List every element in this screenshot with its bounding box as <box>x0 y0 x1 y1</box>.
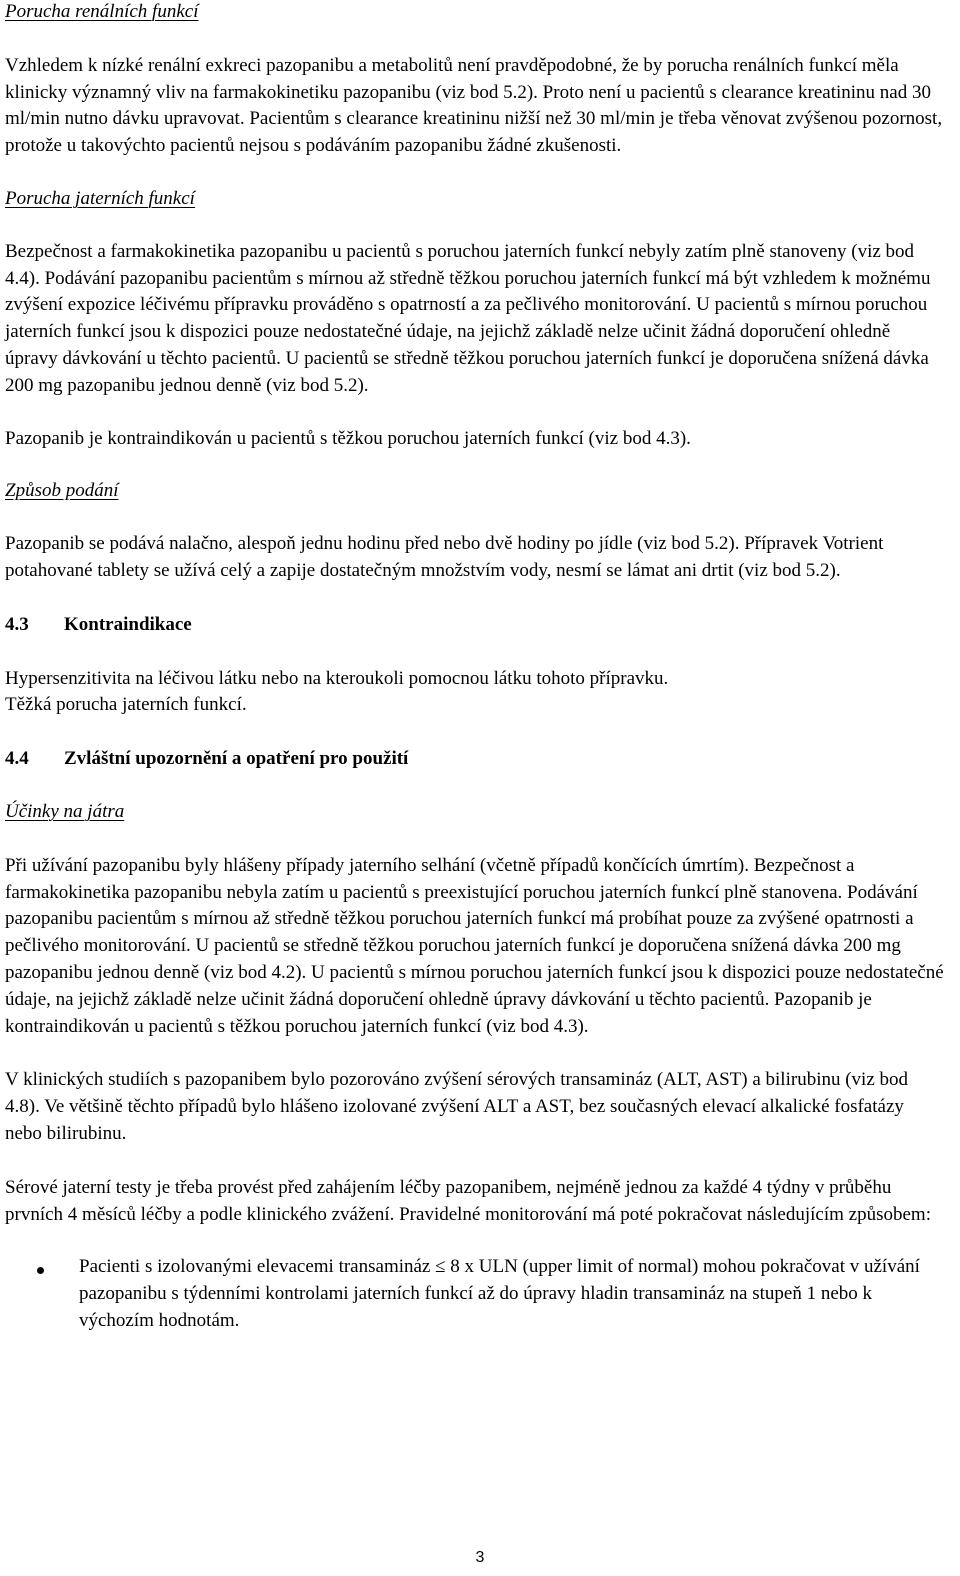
liver-paragraph-1: Při užívání pazopanibu byly hlášeny případy jaterního selhání (včetně případů končících úmrtím). Bezpečnost a farmakokinetika pazopanibu nebyla zatím u pacientů s preexistující poruchou jaterních funkcí plně stanovena. Podávání pazopanibu pacientům s mírnou až středně těžkou poruchou jaterních funkcí má probíhat pouze za zvýšené opatrnosti a pečlivého monitorování. U pacientů se středně těžkou poruchou jaterních funkcí je doporučena snížená dávka 200 mg pazopanibu jednou denně (viz bod 4.2). U pacientů s mírnou poruchou jaterních funkcí jsou k dispozici pouze nedostatečné údaje, na jejichž základě nelze učinit žádná doporučení ohledně úpravy dávkování u těchto pacientů. Pazopanib je kontraindikován u pacientů s těžkou poruchou jaterních funkcí (viz bod 4.3). <box>5 854 944 1037</box>
section-4-3-number: 4.3 <box>5 613 29 635</box>
section-4-3-heading <box>5 612 945 639</box>
liver-paragraph-2: V klinických studiích s pazopanibem bylo pozorováno zvýšení sérových transamináz (ALT, AST) a bilirubinu (viz bod 4.8). Ve většině těchto případů bylo hlášeno izolované zvýšení ALT a AST, bez současných elevací alkalické fosfatázy nebo bilirubinu. <box>5 1069 909 1144</box>
liver-paragraph-3: Sérové jaterní testy je třeba provést před zahájením léčby pazopanibem, nejméně jednou za každé 4 týdny v průběhu prvních 4 měsíců léčby a podle klinického zvážení. Pravidelné monitorování má poté pokračovat následujícím způsobem: <box>5 1176 931 1225</box>
renal-heading: Porucha renálních funkcí <box>5 1 199 22</box>
administration-paragraph: Pazopanib se podává nalačno, alespoň jednu hodinu před nebo dvě hodiny po jídle (viz bod 5.2). Přípravek Votrient potahované tablety se užívá celý a zapije dostatečným množstvím vody, nesmí se lámat ani drtit (viz bod 5.2). <box>5 533 884 581</box>
section-4-4-number: 4.4 <box>5 748 29 770</box>
renal-paragraph: Vzhledem k nízké renální exkreci pazopanibu a metabolitů není pravděpodobné, že by porucha renálních funkcí měla klinicky významný vliv na farmakokinetiku pazopanibu (viz bod 5.2). Proto není u pacientů s clearance kreatininu nad 30 ml/min nutno dávku upravovat. Pacientům s clearance kreatininu nižší než 30 ml/min je třeba věnovat zvýšenou pozornost, protože u takovýchto pacientů nejsou s podáváním pazopanibu žádné zkušenosti. <box>5 54 943 157</box>
contraindication-line-1: Hypersenzitivita na léčivou látku nebo na kteroukoli pomocnou látku tohoto přípravku. <box>5 667 669 689</box>
administration-heading: Způsob podání <box>5 480 119 502</box>
bullet-text: Pacienti s izolovanými elevacemi transamináz ≤ 8 x ULN (upper limit of normal) mohou pokračovat v užívání pazopanibu s týdenními kontrolami jaterních funkcí až do úpravy hladin transamináz na stupeň 1 nebo k výchozím hodnotám. <box>79 1256 920 1331</box>
section-4-4-title: Zvláštní upozornění a opatření pro použití <box>64 748 409 770</box>
page-number: 3 <box>475 1549 485 1566</box>
list-item <box>5 1254 945 1334</box>
hepatic-paragraph-1: Bezpečnost a farmakokinetika pazopanibu u pacientů s poruchou jaterních funkcí nebyly zatím plně stanoveny (viz bod 4.4). Podávání pazopanibu pacientům s mírnou až středně těžkou poruchou jaterních funkcí má být vzhledem k možnému zvýšení expozice léčivému přípravku prováděno s opatrností a za pečlivého monitorování. U pacientů s mírnou poruchou jaterních funkcí jsou k dispozici pouze nedostatečné údaje, na jejichž základě nelze učinit žádná doporučení ohledně úpravy dávkování u těchto pacientů. U pacientů se středně těžkou poruchou jaterních funkcí je doporučena snížená dávka 200 mg pazopanibu jednou denně (viz bod 5.2). <box>5 240 931 396</box>
hepatic-paragraph-2: Pazopanib je kontraindikován u pacientů s těžkou poruchou jaterních funkcí (viz bod 4.3). <box>5 427 691 449</box>
bullet-icon <box>37 1267 44 1274</box>
liver-effects-heading: Účinky na játra <box>5 800 125 822</box>
contraindication-line-2: Těžká porucha jaterních funkcí. <box>5 694 247 716</box>
monitoring-bullet-list <box>5 1254 945 1334</box>
section-4-3-title: Kontraindikace <box>64 613 192 635</box>
document-page <box>5 0 945 1335</box>
section-4-4-heading <box>5 746 945 773</box>
hepatic-heading: Porucha jaterních funkcí <box>5 187 195 209</box>
